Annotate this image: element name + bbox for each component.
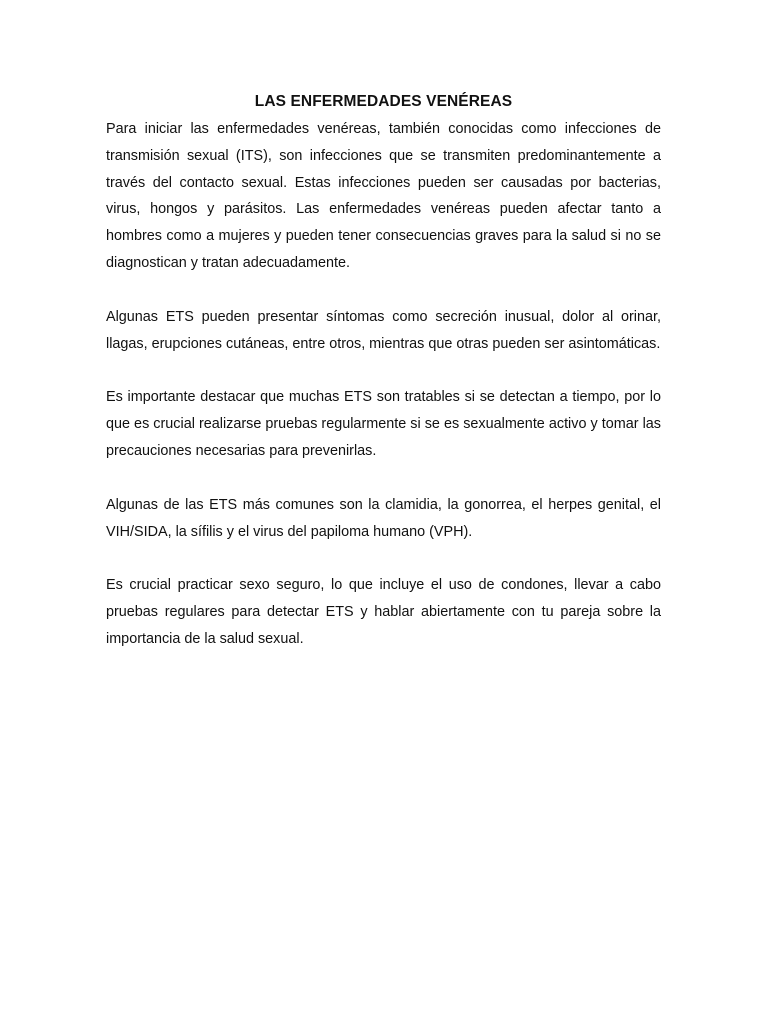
paragraph-symptoms: Algunas ETS pueden presentar síntomas como secreción inusual, dolor al orinar, llagas, erupciones cutáneas, entre otros, mientras que otras pueden ser asintomáticas. [106,308,661,352]
document-page [106,92,661,680]
paragraph-treatment: Es importante destacar que muchas ETS son tratables si se detectan a tiempo, por lo que es crucial realizarse pruebas regularmente si se es sexualmente activo y tomar las precauciones necesarias para prevenirlas. [106,389,661,459]
paragraph-common-ets: Algunas de las ETS más comunes son la clamidia, la gonorrea, el herpes genital, el VIH/SIDA, la sífilis y el virus del papiloma humano (VPH). [106,496,661,540]
paragraph-intro: Para iniciar las enfermedades venéreas, también conocidas como infecciones de transmisión sexual (ITS), son infecciones que se transmiten predominantemente a través del contacto sexual. Estas infecciones pueden ser causadas por bacterias, virus, hongos y parásitos. Las enfermedades venéreas pueden afectar tanto a hombres como a mujeres y pueden tener consecuencias graves para la salud si no se diagnostican y tratan adecuadamente. [106,121,661,271]
document-title: LAS ENFERMEDADES VENÉREAS [254,93,513,110]
paragraph-safe-sex: Es crucial practicar sexo seguro, lo que incluye el uso de condones, llevar a cabo pruebas regulares para detectar ETS y hablar abiertamente con tu pareja sobre la importancia de la salud sexual. [106,577,661,647]
